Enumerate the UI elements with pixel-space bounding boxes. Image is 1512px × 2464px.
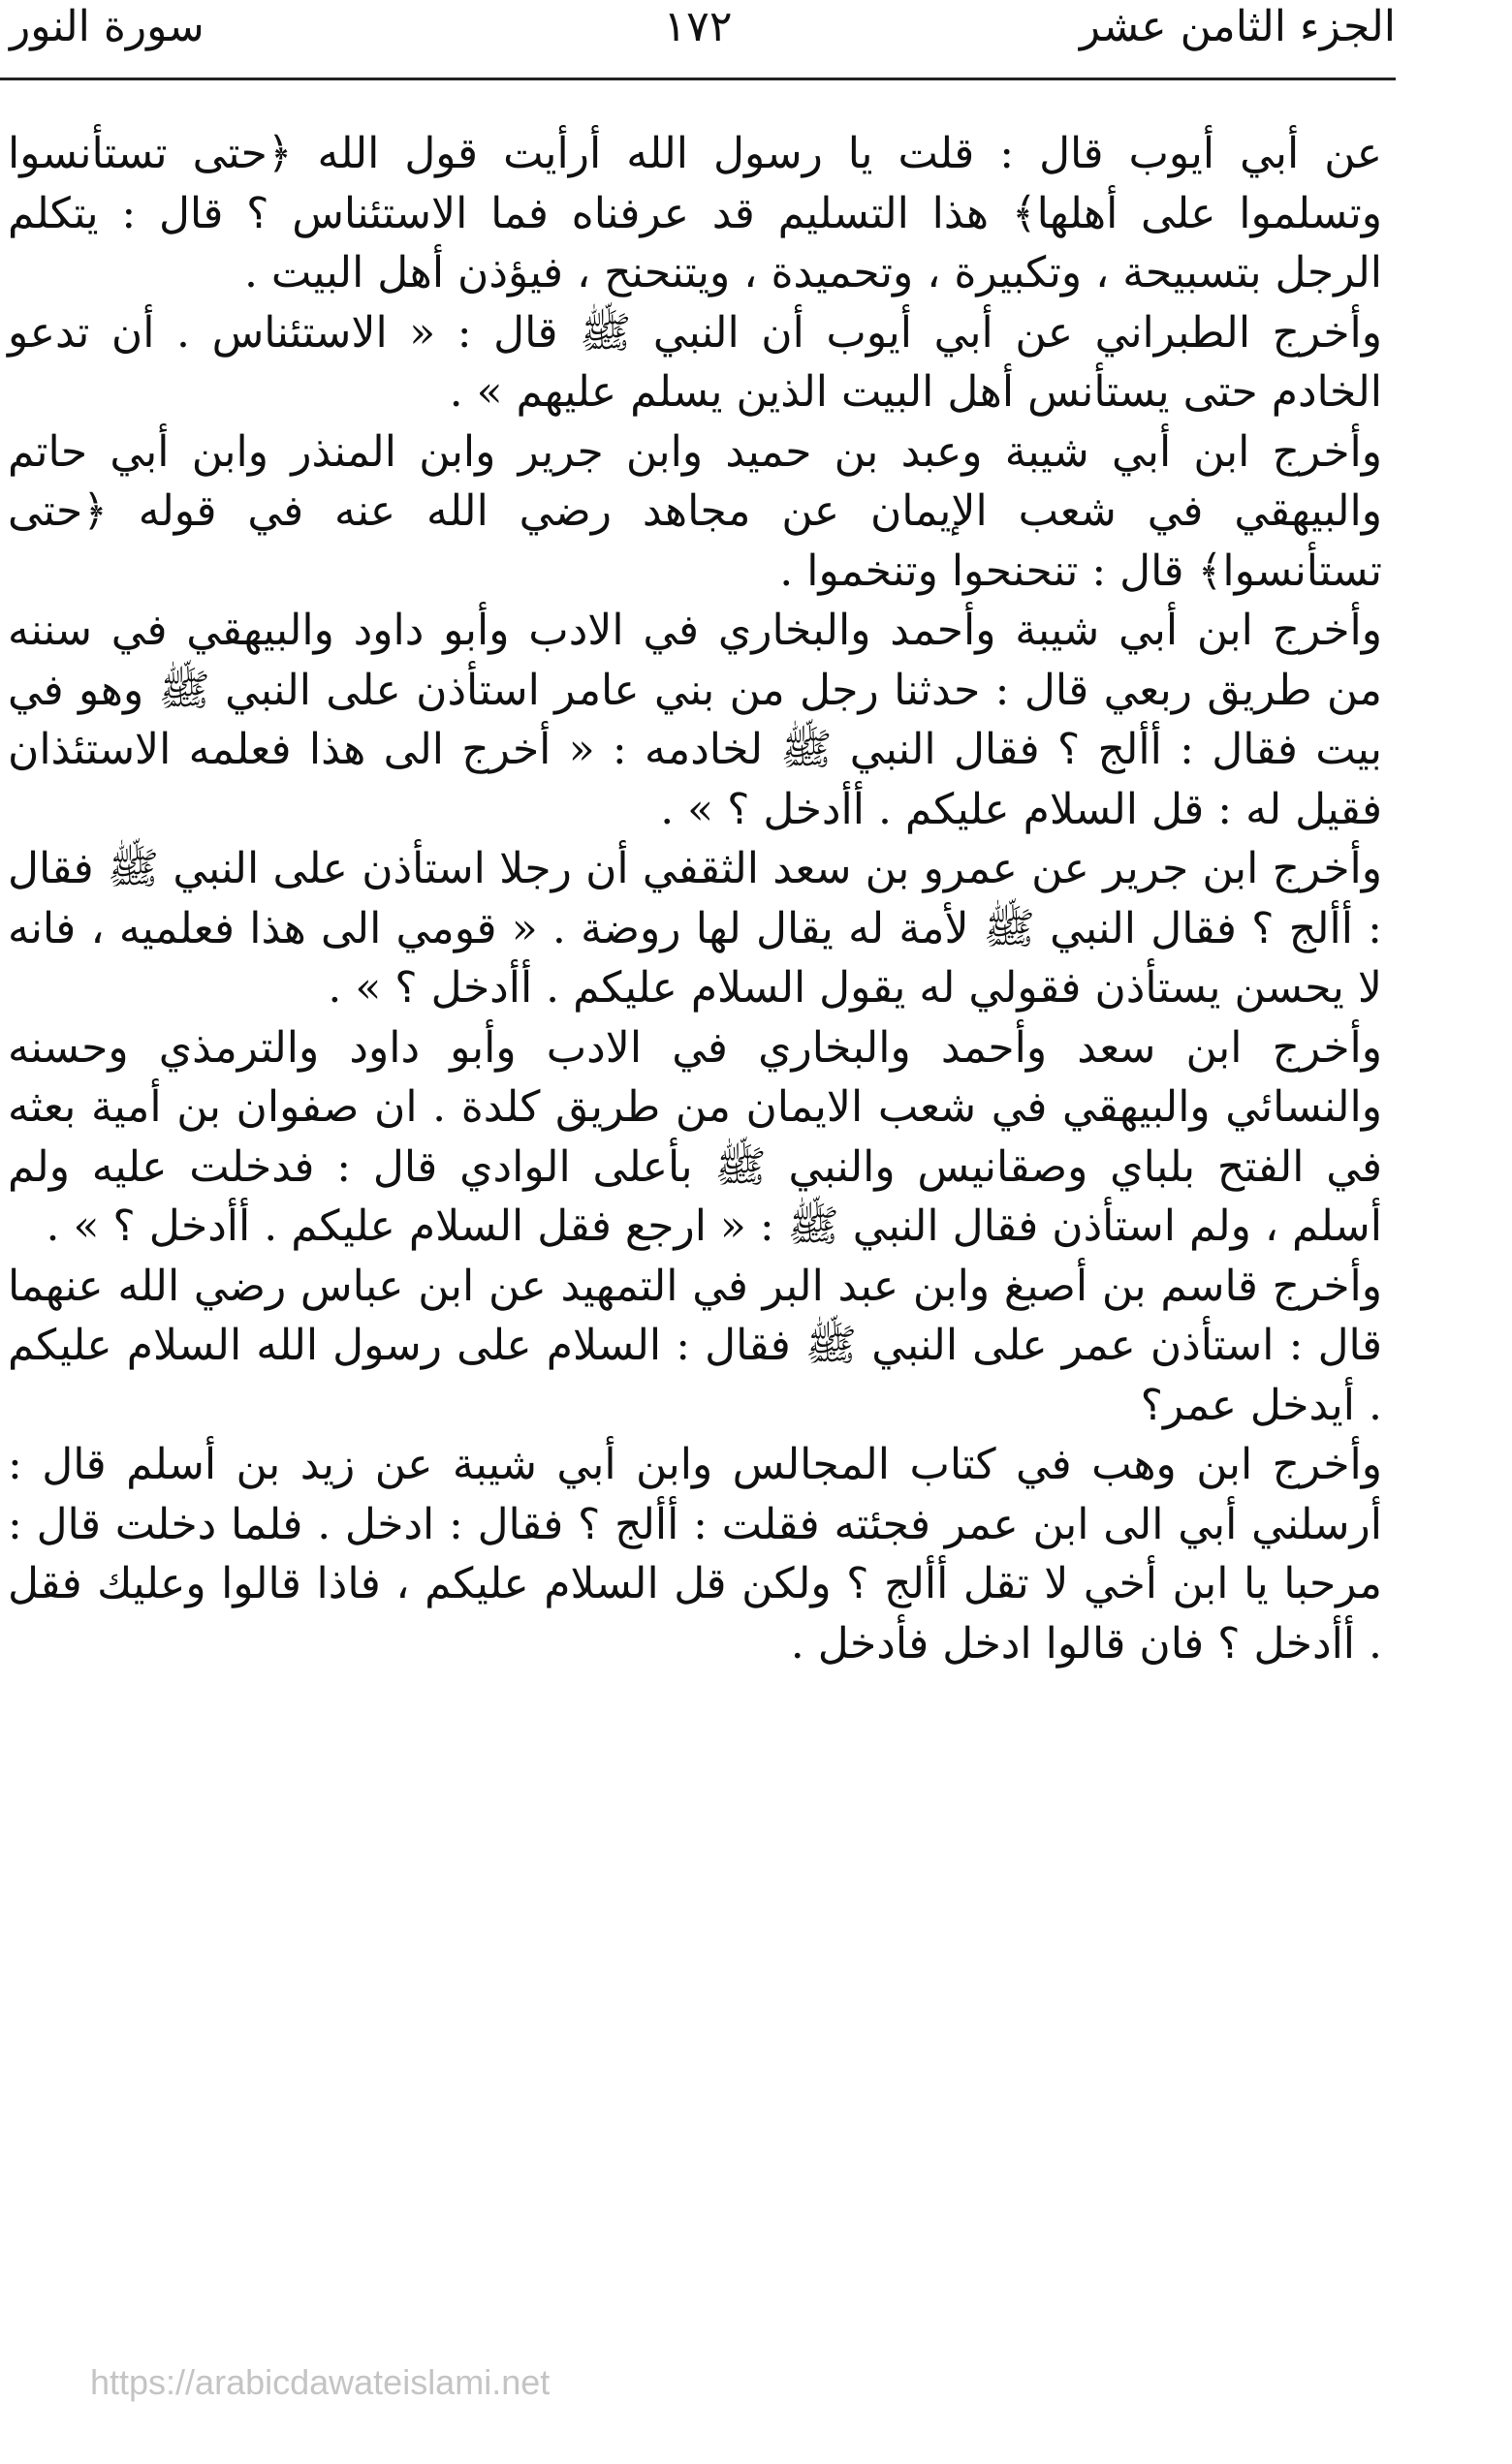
watermark-url: https://arabicdawateislami.net [90,2362,551,2402]
paragraph: وأخرج ابن جرير عن عمرو بن سعد الثقفي أن رجلا استأذن على النبي ﷺ فقال : أألج ؟ فقال النبي ﷺ لأمة له يقال لها روضة . « قومي الى هذا فعلميه ، فانه لا يحسن يستأذن فقولي له يقول السلام عليكم . أأدخل ؟ » . [8,844,1382,1013]
paragraph: عن أبي أيوب قال : قلت يا رسول الله أرأيت قول الله ﴿حتى تستأنسوا وتسلموا على أهلها﴾ هذا التسليم قد عرفناه فما الاستئناس ؟ قال : يتكلم الرجل بتسبيحة ، وتكبيرة ، وتحميدة ، ويتنحنح ، فيؤذن أهل البيت . [8,129,1382,297]
header-rule [0,78,1396,80]
paragraph: وأخرج ابن وهب في كتاب المجالس وابن أبي شيبة عن زيد بن أسلم قال : أرسلني أبي الى ابن عمر فجئته فقلت : أألج ؟ فقال : ادخل . فلما دخلت قال : مرحبا يا ابن أخي لا تقل أألج ؟ ولكن قل السلام عليكم ، فاذا قالوا وعليك فقل . أأدخل ؟ فان قالوا ادخل فأدخل . [8,1440,1382,1669]
page-header [0,0,1396,87]
paragraph: وأخرج الطبراني عن أبي أيوب أن النبي ﷺ قال : « الاستئناس . أن تدعو الخادم حتى يستأنس أهل البيت الذين يسلم عليهم » . [8,307,1382,417]
surah-title: سورة النور [10,2,205,51]
page-body [8,124,1382,1673]
paragraph: وأخرج ابن أبي شيبة وعبد بن حميد وابن جرير وابن المنذر وابن أبي حاتم والبيهقي في شعب الإيمان عن مجاهد رضي الله عنه في قوله ﴿حتى تستأنسوا﴾ قال : تنحنحوا وتنخموا . [8,426,1382,596]
part-label: الجزء الثامن عشر [1079,2,1396,51]
paragraph: وأخرج قاسم بن أصبغ وابن عبد البر في التمهيد عن ابن عباس رضي الله عنهما قال : استأذن عمر على النبي ﷺ فقال : السلام على رسول الله السلام عليكم . أيدخل عمر؟ [8,1261,1382,1430]
paragraph: وأخرج ابن أبي شيبة وأحمد والبخاري في الادب وأبو داود والبيهقي في سننه من طريق ربعي قال : حدثنا رجل من بني عامر استأذن على النبي ﷺ وهو في بيت فقال : أألج ؟ فقال النبي ﷺ لخادمه : « أخرج الى هذا فعلمه الاستئذان فقيل له : قل السلام عليكم . أأدخل ؟ » . [8,606,1383,834]
page-number: ١٧٢ [663,2,733,51]
paragraph: وأخرج ابن سعد وأحمد والبخاري في الادب وأبو داود والترمذي وحسنه والنسائي والبيهقي في شعب الايمان من طريق كلدة . ان صفوان بن أمية بعثه في الفتح بلباي وصقانيس والنبي ﷺ بأعلى الوادي قال : فدخلت عليه ولم أسلم ، ولم استأذن فقال النبي ﷺ : « ارجع فقل السلام عليكم . أأدخل ؟ » . [8,1022,1382,1251]
